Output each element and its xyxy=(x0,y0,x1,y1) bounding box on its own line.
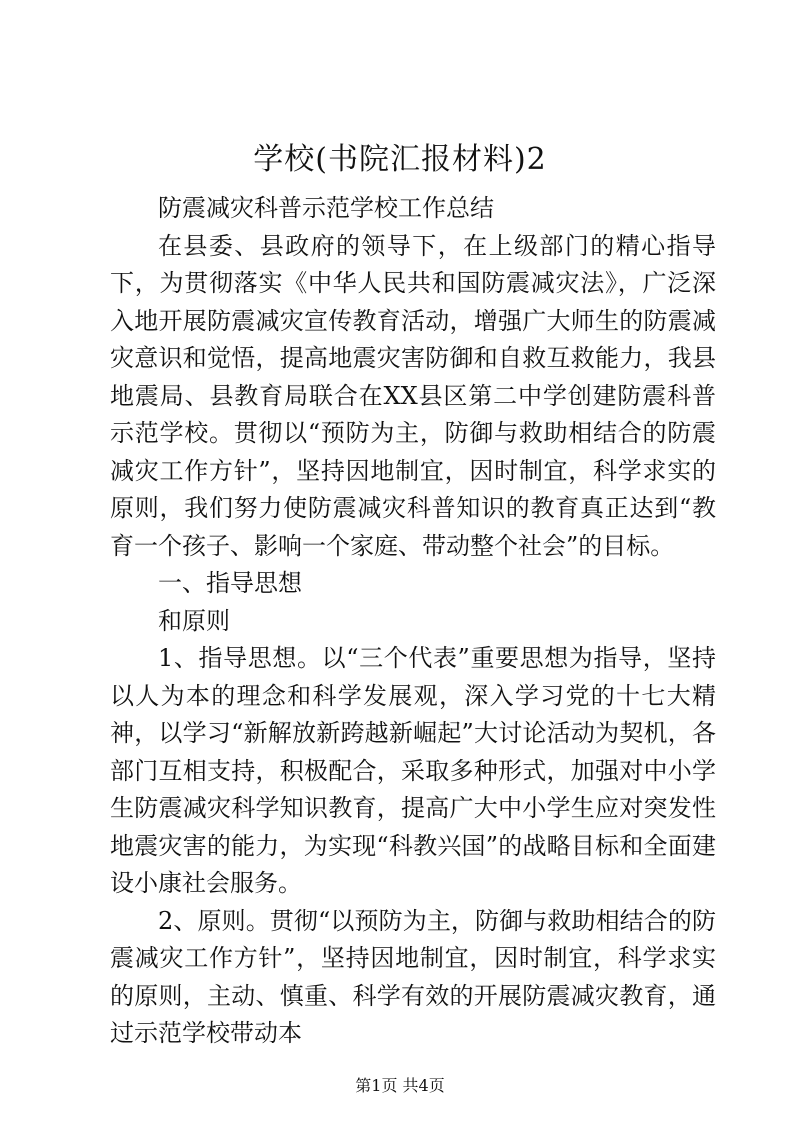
document-body xyxy=(110,190,716,1053)
paragraph-intro: 在县委、县政府的领导下，在上级部门的精心指导下，为贯彻落实《中华人民共和国防震减灾法》，广泛深入地开展防震减灾宣传教育活动，增强广大师生的防震减灾意识和觉悟，提高地震灾害防御和自救互救能力，我县地震局、县教育局联合在XX县区第二中学创建防震科普示范学校。贯彻以“预防为主，防御与救助相结合的防震减灾工作方针”，坚持因地制宜，因时制宜，科学求实的原则，我们努力使防震减灾科普知识的教育真正达到“教育一个孩子、影响一个家庭、带动整个社会”的目标。 xyxy=(110,231,716,560)
paragraph-subtitle: 防震减灾科普示范学校工作总结 xyxy=(158,194,494,222)
page-number-footer: 第1页 共4页 xyxy=(355,1076,445,1095)
paragraph-guiding-thought: 1、指导思想。以“三个代表”重要思想为指导，坚持以人为本的理念和科学发展观，深入学习党的十七大精神，以学习“新解放新跨越新崛起”大讨论活动为契机，各部门互相支持，积极配合，采取多种形式，加强对中小学生防震减灾科学知识教育，提高广大中小学生应对突发性地震灾害的能力，为实现“科教兴国”的战略目标和全面建设小康社会服务。 xyxy=(110,644,716,897)
section-heading-principles: 和原则 xyxy=(158,606,230,635)
section-heading-guiding-thought: 一、指导思想 xyxy=(158,569,302,597)
document-title: 学校(书院汇报材料)2 xyxy=(253,142,547,177)
paragraph-principles: 2、原则。贯彻“以预防为主，防御与救助相结合的防震减灾工作方针”，坚持因地制宜，因时制宜，科学求实的原则，主动、慎重、科学有效的开展防震减灾教育，通过示范学校带动本 xyxy=(110,906,716,1047)
